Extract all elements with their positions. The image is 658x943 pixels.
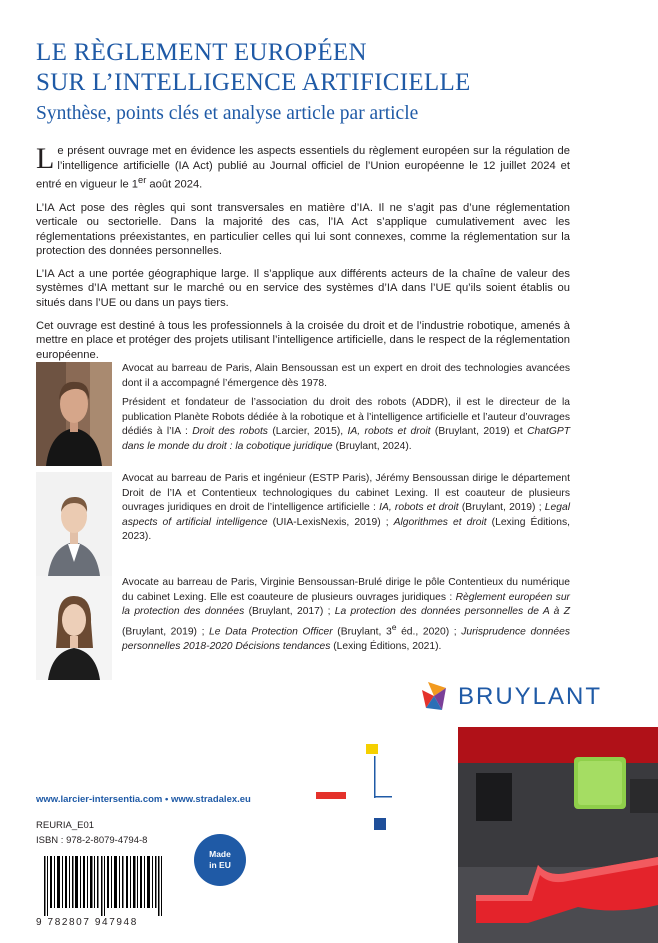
publisher-name: BRUYLANT [458,683,603,710]
intro-paragraph-3: L’IA Act a une portée géographique large. Il s’applique aux différents acteurs de la chaîne de valeur des systèmes d’IA mettant sur le marché ou en service des systèmes d’IA dans l’UE qu’ils soient établis ou situés dans l’UE ou dans un pays tiers. [36,267,570,310]
barcode-bars [36,856,172,916]
title-line-2: SUR L’INTELLIGENCE ARTIFICIELLE [36,69,471,96]
book-subtitle: Synthèse, points clés et analyse article par article [36,103,419,124]
intro-paragraph-1: Le présent ouvrage met en évidence les aspects essentiels du règlement européen sur la régulation de l’intelligence artificielle (IA Act) publié au Journal officiel de l’Union européenne le 12 juillet 2024 et entré en vigueur le 1er août 2024. [36,142,570,191]
barcode-digits: 9 782807 947948 [36,917,138,928]
intro-paragraph-2: L’IA Act pose des règles qui sont transversales en matière d’IA. Il ne s’agit pas d’une réglementation verticale ou sectorielle. Dans la majorité des cas, l’IA Act s’applique cumulativement avec les réglementations préexistantes, en particulier celles qui lui sont connexes, comme la réglementation sur la protection des données personnelles. [36,201,570,258]
author-text-alain: Avocat au barreau de Paris, Alain Bensoussan est un expert en droit des technologies avancées dont il a accompagné l’émergence dès 1978. Président et fondateur de l’association du droit des robots (ADDR), il est le directeur de la publication Planète Robots dédiée à la robotique et à l’intelligence artificielle et l’auteur d’ouvrages dédiés à l’IA : Droit des robots (Larcier, 2015), IA, robots et droit (Bruylant, 2019) et ChatGPT dans le monde du droit : la cobotique juridique (Bruylant, 2024). [122,363,570,452]
isbn: ISBN : 978-2-8079-4794-8 [36,835,148,846]
author-photo-virginie [36,576,112,680]
barcode [36,856,172,926]
drop-cap: L [36,142,55,175]
intro-paragraph-4: Cet ouvrage est destiné à tous les professionnels à la croisée du droit et de l’industrie robotique, amenés à mettre en place et protéger des projets utilisant l’intelligence artificielle, dans le respect de la réglementation européenne. [36,319,570,361]
title-line-1: LE RÈGLEMENT EUROPÉEN [36,39,367,66]
author-photo-alain [36,362,112,466]
author-photo-jeremy [36,472,112,576]
bruylant-logo-icon [420,682,448,712]
made-in-eu-badge: Made in EU [194,834,246,886]
book-title [36,38,471,98]
intro-text [36,144,570,370]
decorative-shapes [310,738,394,834]
product-reference: REURIA_E01 [36,820,95,831]
publisher-logo [420,682,602,712]
author-text-virginie: Avocate au barreau de Paris, Virginie Bensoussan-Brulé dirige le pôle Contentieux du numérique du cabinet Lexing. Elle est coauteure de plusieurs ouvrages juridiques : Règlement européen sur la protection des données (Bruylant, 2017) ; La protection des données personnelles de A à Z (Bruylant, 2019) ; Le Data Protection Officer (Bruylant, 3e éd., 2020) ; Jurisprudence données personnelles 2018-2020 Décisions tendances (Lexing Éditions, 2021). [122,577,571,652]
cover-photo [458,727,658,943]
author-text-jeremy: Avocat au barreau de Paris et ingénieur (ESTP Paris), Jérémy Bensoussan dirige le département Droit de l’IA et Contentieux technologiques du cabinet Lexing. Il est coauteur de plusieurs ouvrages juridiques en droit de l’intelligence artificielle : IA, robots et droit (Bruylant, 2019) ; Legal aspects of artificial intelligence (UIA-LexisNexis, 2019) ; Algorithmes et droit (Lexing Éditions, 2023). [122,473,570,543]
publisher-websites: www.larcier-intersentia.com • www.stradalex.eu [36,794,251,805]
